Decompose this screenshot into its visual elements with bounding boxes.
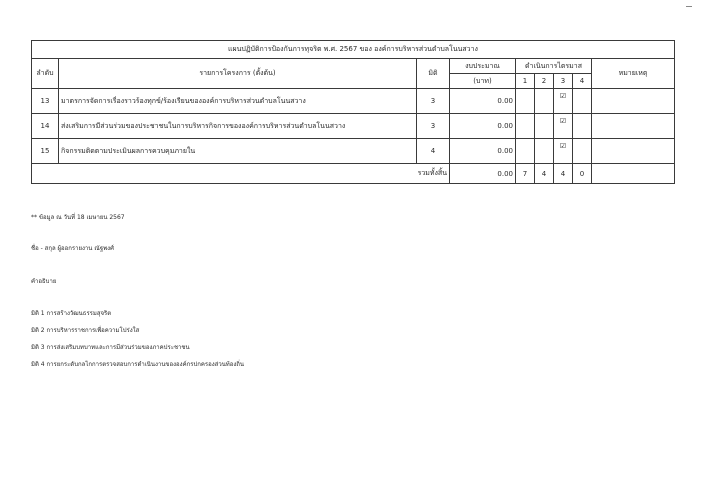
checkbox-checked-icon: ☑ [559,92,567,100]
row-q4 [573,89,592,114]
data-date-note: ** ข้อมูล ณ วันที่ 18 เมษายน 2567 [31,214,125,221]
row-remark [592,139,675,164]
dimension-3-desc: มิติ 3 การส่งเสริมบทบาทและการมีส่วนร่วมของภาคประชาชน [31,344,190,351]
row-remark [592,114,675,139]
total-q1: 7 [516,164,535,184]
total-label: รวมทั้งสิ้น [32,164,450,184]
total-row [32,164,675,184]
row-q3 [554,89,573,114]
dimension-1-desc: มิติ 1 การสร้างวัฒนธรรมสุจริต [31,310,112,317]
table-title: แผนปฏิบัติการป้องกันการทุจริต พ.ศ. 2567 ของ องค์การบริหารส่วนตำบลโนนสวาง [32,41,675,59]
row-no: 14 [32,114,59,139]
row-q3 [554,139,573,164]
row-budget: 0.00 [450,139,516,164]
checkbox-checked-icon: ☑ [559,142,567,150]
explanation-title: คำอธิบาย [31,278,57,285]
header-dimension: มิติ [417,59,450,89]
header-quarter-group: ดำเนินการไตรมาส [516,59,592,74]
header-remark: หมายเหตุ [592,59,675,89]
row-q1 [516,89,535,114]
dimension-4-desc: มิติ 4 การยกระดับกลไกการตรวจสอบการดำเนินงานขององค์กรปกครองส่วนท้องถิ่น [31,361,245,368]
total-q2: 4 [535,164,554,184]
action-plan-table [31,40,675,184]
table-row [32,139,675,164]
table-row [32,89,675,114]
total-q3: 4 [554,164,573,184]
total-q4: 0 [573,164,592,184]
row-dimension: 3 [417,114,450,139]
header-no: ลำดับ [32,59,59,89]
row-budget: 0.00 [450,114,516,139]
header-quarter-3: 3 [554,74,573,89]
row-remark [592,89,675,114]
checkbox-checked-icon: ☑ [559,117,567,125]
scan-mark [686,6,692,7]
row-no: 15 [32,139,59,164]
header-quarter-2: 2 [535,74,554,89]
row-dimension: 4 [417,139,450,164]
row-project: กิจกรรมติดตามประเมินผลการควบคุมภายใน [59,139,417,164]
header-project: รายการโครงการ (ตั้งต้น) [59,59,417,89]
row-q2 [535,139,554,164]
row-project: ส่งเสริมการมีส่วนร่วมของประชาชนในการบริหารกิจการขององค์การบริหารส่วนตำบลโนนสวาง [59,114,417,139]
header-budget: งบประมาณ [450,59,516,74]
row-q2 [535,89,554,114]
row-q1 [516,114,535,139]
row-q4 [573,139,592,164]
row-project: มาตรการจัดการเรื่องราวร้องทุกข์/ร้องเรียนขององค์การบริหารส่วนตำบลโนนสวาง [59,89,417,114]
row-q1 [516,139,535,164]
dimension-2-desc: มิติ 2 การบริหารราชการเพื่อความโปร่งใส [31,327,140,334]
row-dimension: 3 [417,89,450,114]
header-quarter-4: 4 [573,74,592,89]
row-q3 [554,114,573,139]
row-q4 [573,114,592,139]
row-no: 13 [32,89,59,114]
row-q2 [535,114,554,139]
total-remark [592,164,675,184]
total-budget: 0.00 [450,164,516,184]
table-row [32,114,675,139]
reporter-name: ชื่อ - สกุล ผู้ออกรายงาน ณัฐพงศ์ [31,245,114,252]
header-quarter-1: 1 [516,74,535,89]
row-budget: 0.00 [450,89,516,114]
header-budget-unit: (บาท) [450,74,516,89]
